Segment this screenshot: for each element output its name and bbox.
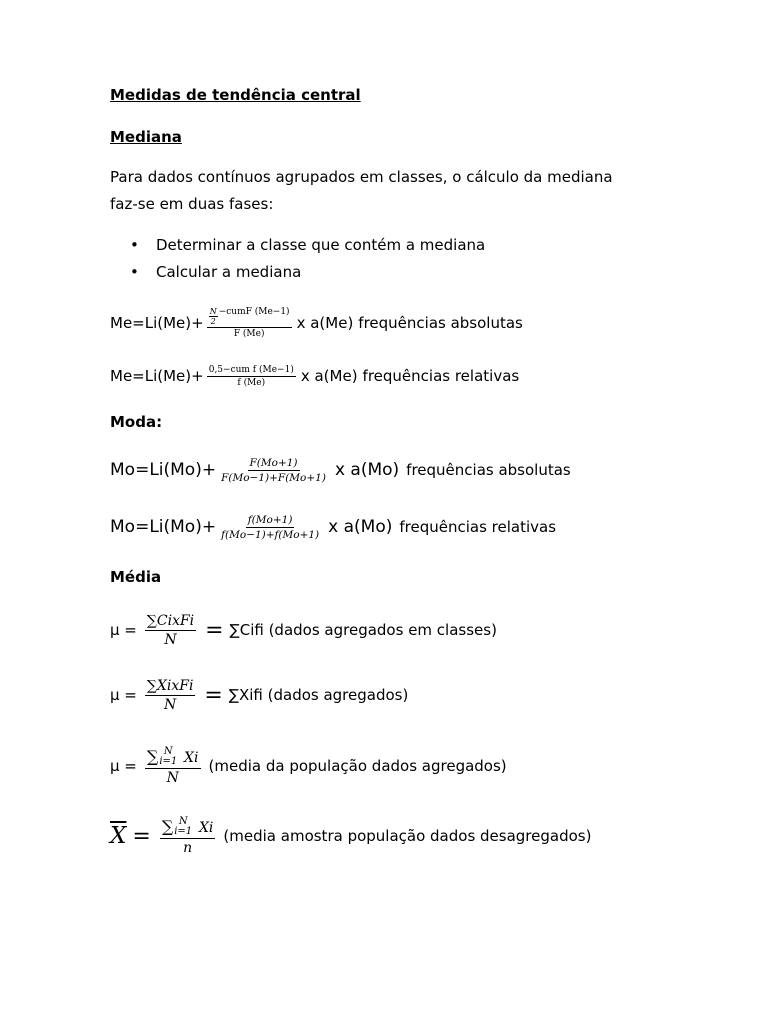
formula-lhs: µ = (110, 686, 137, 704)
formula-label: frequências absolutas (358, 314, 523, 332)
formula-lhs: Me=Li(Me)+ (110, 314, 204, 332)
formula-tail: x a(Me) (296, 314, 354, 332)
sum-limits (159, 747, 177, 767)
document-title: Medidas de tendência central (110, 86, 361, 104)
fraction-denominator: F(Mo−1)+F(Mo+1) (221, 471, 326, 484)
sum-term: Xi (184, 749, 199, 766)
two-symbol: 2 (210, 317, 216, 326)
sum-lower: i=1 (174, 825, 193, 837)
formula-lhs: Mo=Li(Mo)+ (110, 460, 217, 480)
fraction-denominator: f(Mo−1)+f(Mo+1) (221, 528, 320, 541)
summation (147, 747, 177, 767)
formula-rhs: ∑Cifi (dados agregados em classes) (229, 621, 497, 639)
media-heading: Média (110, 568, 162, 586)
formula-tail: x a(Mo) (328, 517, 393, 537)
fraction-numerator (145, 747, 201, 769)
media-formula-amostra (110, 808, 591, 864)
formula-label: frequências absolutas (406, 461, 571, 479)
numerator-rest: −cumF (Me−1) (218, 307, 290, 317)
moda-formula-absolutas (110, 450, 571, 490)
fraction-numerator: ∑CixFi (146, 612, 195, 629)
equals-sign: = (132, 823, 151, 849)
moda-formula-relativas (110, 507, 556, 547)
x-bar-symbol: $\overline{X}$ (110, 823, 127, 849)
fraction-denominator: N (166, 769, 179, 786)
formula-fraction (207, 307, 292, 339)
mediana-formula-relativas (110, 358, 519, 394)
summation (162, 817, 192, 837)
sum-upper: N (178, 815, 188, 827)
sum-sign: ∑ (146, 746, 159, 766)
formula-label: frequências relativas (399, 518, 557, 536)
list-item: • Calcular a mediana (110, 261, 485, 288)
fraction-numerator (160, 817, 216, 839)
mediana-formula-absolutas (110, 300, 523, 346)
media-formula-populacao (110, 738, 507, 794)
n-over-2 (209, 307, 218, 326)
formula-fraction (219, 457, 328, 484)
formula-rhs: (media amostra população dados desagregados) (223, 827, 592, 845)
formula-fraction (160, 817, 216, 856)
formula-label: frequências relativas (362, 367, 520, 385)
mediana-intro-line-2: faz-se em duas fases: (110, 195, 274, 213)
sum-upper: N (163, 745, 173, 757)
formula-rhs: (media da população dados agregados) (208, 757, 507, 775)
formula-lhs: µ = (110, 621, 137, 639)
formula-lhs: Me=Li(Me)+ (110, 367, 204, 385)
mediana-heading: Mediana (110, 128, 182, 146)
sum-term: Xi (198, 819, 214, 836)
equals-sign: = (204, 682, 223, 708)
formula-lhs: µ = (110, 757, 137, 775)
sum-sign: ∑ (161, 816, 174, 836)
sum-limits (174, 817, 192, 837)
mediana-steps-list (110, 234, 485, 288)
formula-tail: x a(Mo) (334, 460, 400, 480)
sum-lower: i=1 (159, 755, 178, 767)
list-item: • Determinar a classe que contém a mediana (110, 234, 485, 261)
fraction-numerator: ∑XixFi (146, 677, 194, 694)
fraction-numerator: F(Mo+1) (249, 456, 298, 469)
formula-fraction (145, 678, 196, 713)
formula-lhs: Mo=Li(Mo)+ (110, 517, 217, 537)
fraction-denominator: F (Me) (233, 329, 265, 339)
formula-fraction (145, 747, 201, 786)
formula-fraction (219, 514, 321, 541)
formula-fraction (145, 613, 196, 648)
media-formula-classes (110, 606, 497, 654)
fraction-numerator: 0,5−cum f (Me−1) (208, 364, 294, 375)
equals-sign: = (205, 617, 224, 643)
formula-fraction (207, 365, 296, 388)
fraction-denominator: f (Me) (237, 377, 266, 388)
n-symbol: N (209, 307, 217, 316)
fraction-numerator (207, 307, 292, 328)
formula-rhs: ∑Xifi (dados agregados) (228, 686, 409, 704)
formula-tail: x a(Me) (300, 367, 358, 385)
fraction-denominator: N (164, 696, 177, 713)
fraction-numerator: f(Mo+1) (247, 513, 293, 526)
moda-heading: Moda: (110, 413, 163, 431)
media-formula-agregados (110, 671, 408, 719)
mediana-intro-line-1: Para dados contínuos agrupados em classes, o cálculo da mediana (110, 168, 613, 186)
fraction-denominator: N (164, 631, 177, 648)
fraction-denominator: n (183, 839, 193, 856)
